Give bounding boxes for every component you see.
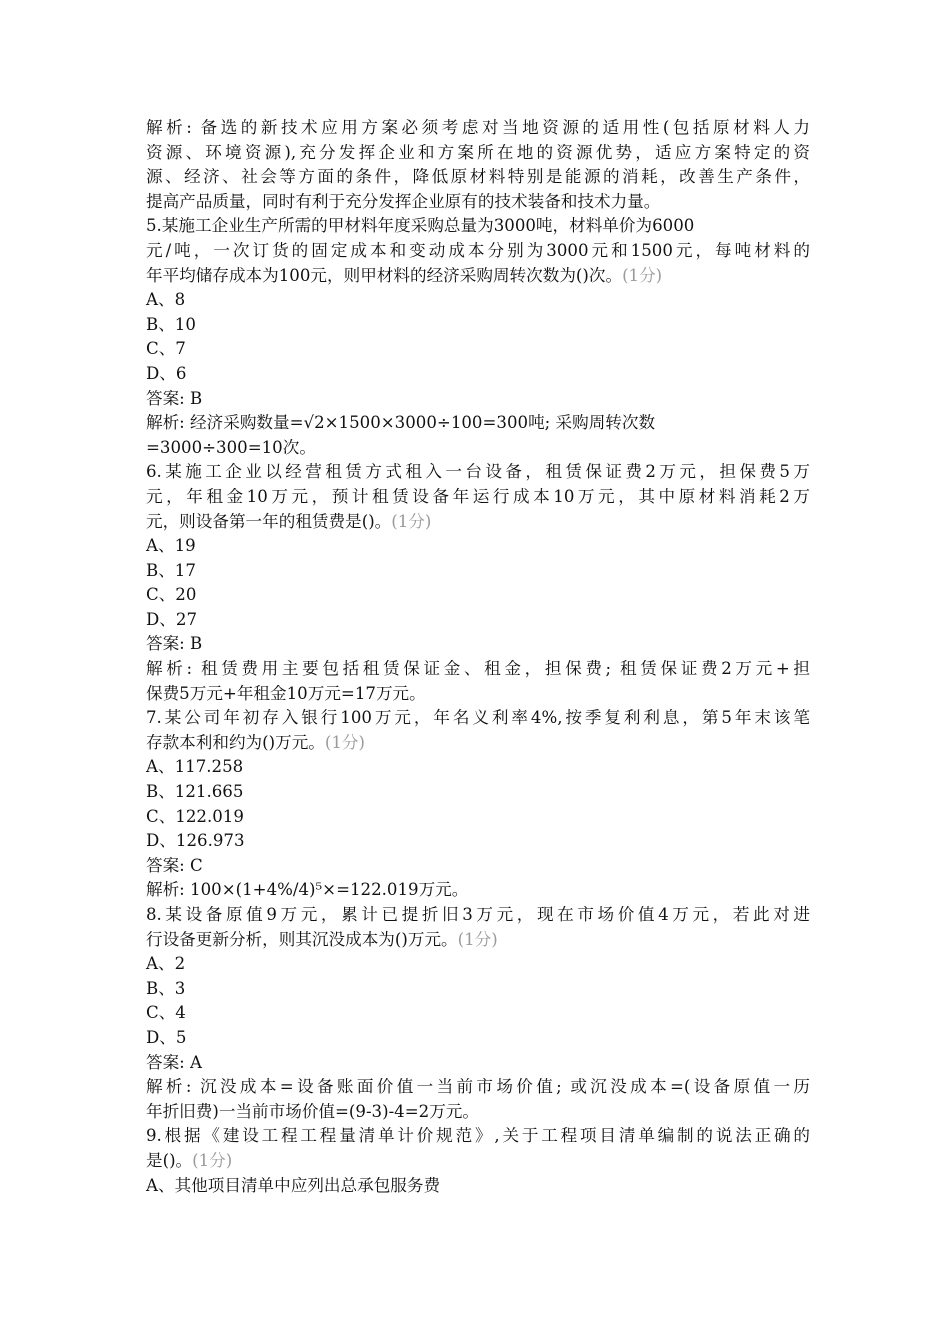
line-text: A、其他项目清单中应列出总承包服务费 (146, 1175, 441, 1195)
line-text: 保费5万元+年租金10万元=17万元。 (146, 683, 426, 703)
text-line (146, 952, 810, 977)
line-text: 解析: 租赁费用主要包括租赁保证金、租金，担保费; 租赁保证费2万元+担 (146, 659, 810, 679)
score-label: (1分) (192, 1150, 233, 1170)
text-line (146, 239, 810, 264)
text-line (146, 387, 810, 412)
line-text: D、27 (146, 609, 198, 629)
text-line (146, 1124, 810, 1149)
line-text: 存款本利和约为()万元。 (146, 732, 325, 752)
text-line (146, 165, 810, 190)
text-line (146, 1026, 810, 1051)
text-line (146, 755, 810, 780)
line-text: C、4 (146, 1003, 186, 1023)
text-line (146, 854, 810, 879)
line-text: 是()。 (146, 1150, 193, 1170)
text-line (146, 313, 810, 338)
line-text: 元，年租金10万元，预计租赁设备年运行成本10万元，其中原材料消耗2万 (146, 486, 810, 506)
text-line (146, 534, 810, 559)
line-text: 答案: C (146, 855, 203, 875)
line-text: 9.根据《建设工程工程量清单计价规范》,关于工程项目清单编制的说法正确的 (146, 1126, 810, 1146)
text-line (146, 337, 810, 362)
text-line (146, 1001, 810, 1026)
score-label: (1分) (391, 511, 432, 531)
line-text: D、5 (146, 1027, 187, 1047)
text-line (146, 977, 810, 1002)
line-text: 答案: A (146, 1052, 203, 1072)
text-line (146, 731, 810, 756)
line-text: D、126.973 (146, 831, 245, 851)
line-text: 解析: 沉没成本=设备账面价值一当前市场价值; 或沉没成本=(设备原值一历 (146, 1077, 810, 1097)
line-text: 答案: B (146, 388, 203, 408)
text-line (146, 1100, 810, 1125)
text-line (146, 1149, 810, 1174)
line-text: A、117.258 (146, 757, 244, 777)
line-text: A、8 (146, 290, 186, 310)
text-line (146, 214, 810, 239)
line-text: 元，则设备第一年的租赁费是()。 (146, 511, 392, 531)
text-line (146, 264, 810, 289)
line-text: 8.某设备原值9万元，累计已提折旧3万元，现在市场价值4万元，若此对进 (146, 905, 810, 924)
line-text: D、6 (146, 363, 187, 383)
text-line (146, 485, 810, 510)
line-text: 解析: 经济采购数量=√2×1500×3000÷100=300吨; 采购周转次数 (146, 413, 656, 433)
line-text: 源、经济、社会等方面的条件，降低原材料特别是能源的消耗，改善生产条件， (146, 167, 810, 187)
line-text: 行设备更新分析，则其沉没成本为()万元。 (146, 929, 458, 949)
text-line (146, 559, 810, 584)
line-text: C、20 (146, 585, 197, 605)
score-label: (1分) (324, 732, 365, 752)
text-line (146, 805, 810, 830)
text-line (146, 460, 810, 485)
text-line (146, 928, 810, 953)
text-line (146, 829, 810, 854)
line-text: C、7 (146, 339, 186, 359)
line-text: 元/吨，一次订货的固定成本和变动成本分别为3000元和1500元，每吨材料的 (146, 240, 810, 260)
line-text: 解析: 100×(1+4%/4)⁵×=122.019万元。 (146, 880, 469, 900)
line-text: 6.某施工企业以经营租赁方式租入一台设备，租赁保证费2万元，担保费5万 (146, 462, 810, 482)
text-line (146, 190, 810, 215)
text-line (146, 116, 810, 141)
line-text: A、19 (146, 536, 196, 556)
text-line (146, 903, 810, 928)
line-text: B、3 (146, 978, 186, 998)
text-line (146, 706, 810, 731)
line-text: B、10 (146, 314, 196, 334)
document-page (146, 116, 810, 1198)
text-line (146, 1075, 810, 1100)
text-line (146, 657, 810, 682)
line-text: 提高产品质量，同时有利于充分发挥企业原有的技术装备和技术力量。 (146, 191, 661, 211)
line-text: 7.某公司年初存入银行100万元，年名义利率4%,按季复利利息，第5年末该笔 (146, 708, 810, 728)
text-line (146, 510, 810, 535)
text-line (146, 583, 810, 608)
score-label: (1分) (457, 929, 498, 949)
line-text: A、2 (146, 954, 186, 974)
line-text: 5.某施工企业生产所需的甲材料年度采购总量为3000吨，材料单价为6000 (146, 216, 695, 236)
line-text: 年平均储存成本为100元，则甲材料的经济采购周转次数为()次。 (146, 265, 623, 285)
text-line (146, 632, 810, 657)
text-line (146, 1051, 810, 1076)
line-text: 年折旧费)一当前市场价值=(9-3)-4=2万元。 (146, 1101, 479, 1121)
text-line (146, 878, 810, 903)
text-line (146, 436, 810, 461)
score-label: (1分) (622, 265, 663, 285)
text-line (146, 780, 810, 805)
text-line (146, 362, 810, 387)
line-text: B、17 (146, 560, 196, 580)
text-line (146, 608, 810, 633)
line-text: 解析: 备选的新技术应用方案必须考虑对当地资源的适用性(包括原材料人力 (146, 118, 810, 137)
line-text: B、121.665 (146, 782, 244, 802)
line-text: 答案: B (146, 634, 203, 654)
text-line (146, 411, 810, 436)
text-line (146, 288, 810, 313)
text-line (146, 141, 810, 166)
text-line (146, 682, 810, 707)
line-text: 资源、环境资源),充分发挥企业和方案所在地的资源优势，适应方案特定的资 (146, 142, 810, 162)
line-text: C、122.019 (146, 806, 244, 826)
text-line (146, 1174, 810, 1199)
line-text: =3000÷300=10次。 (146, 437, 316, 457)
